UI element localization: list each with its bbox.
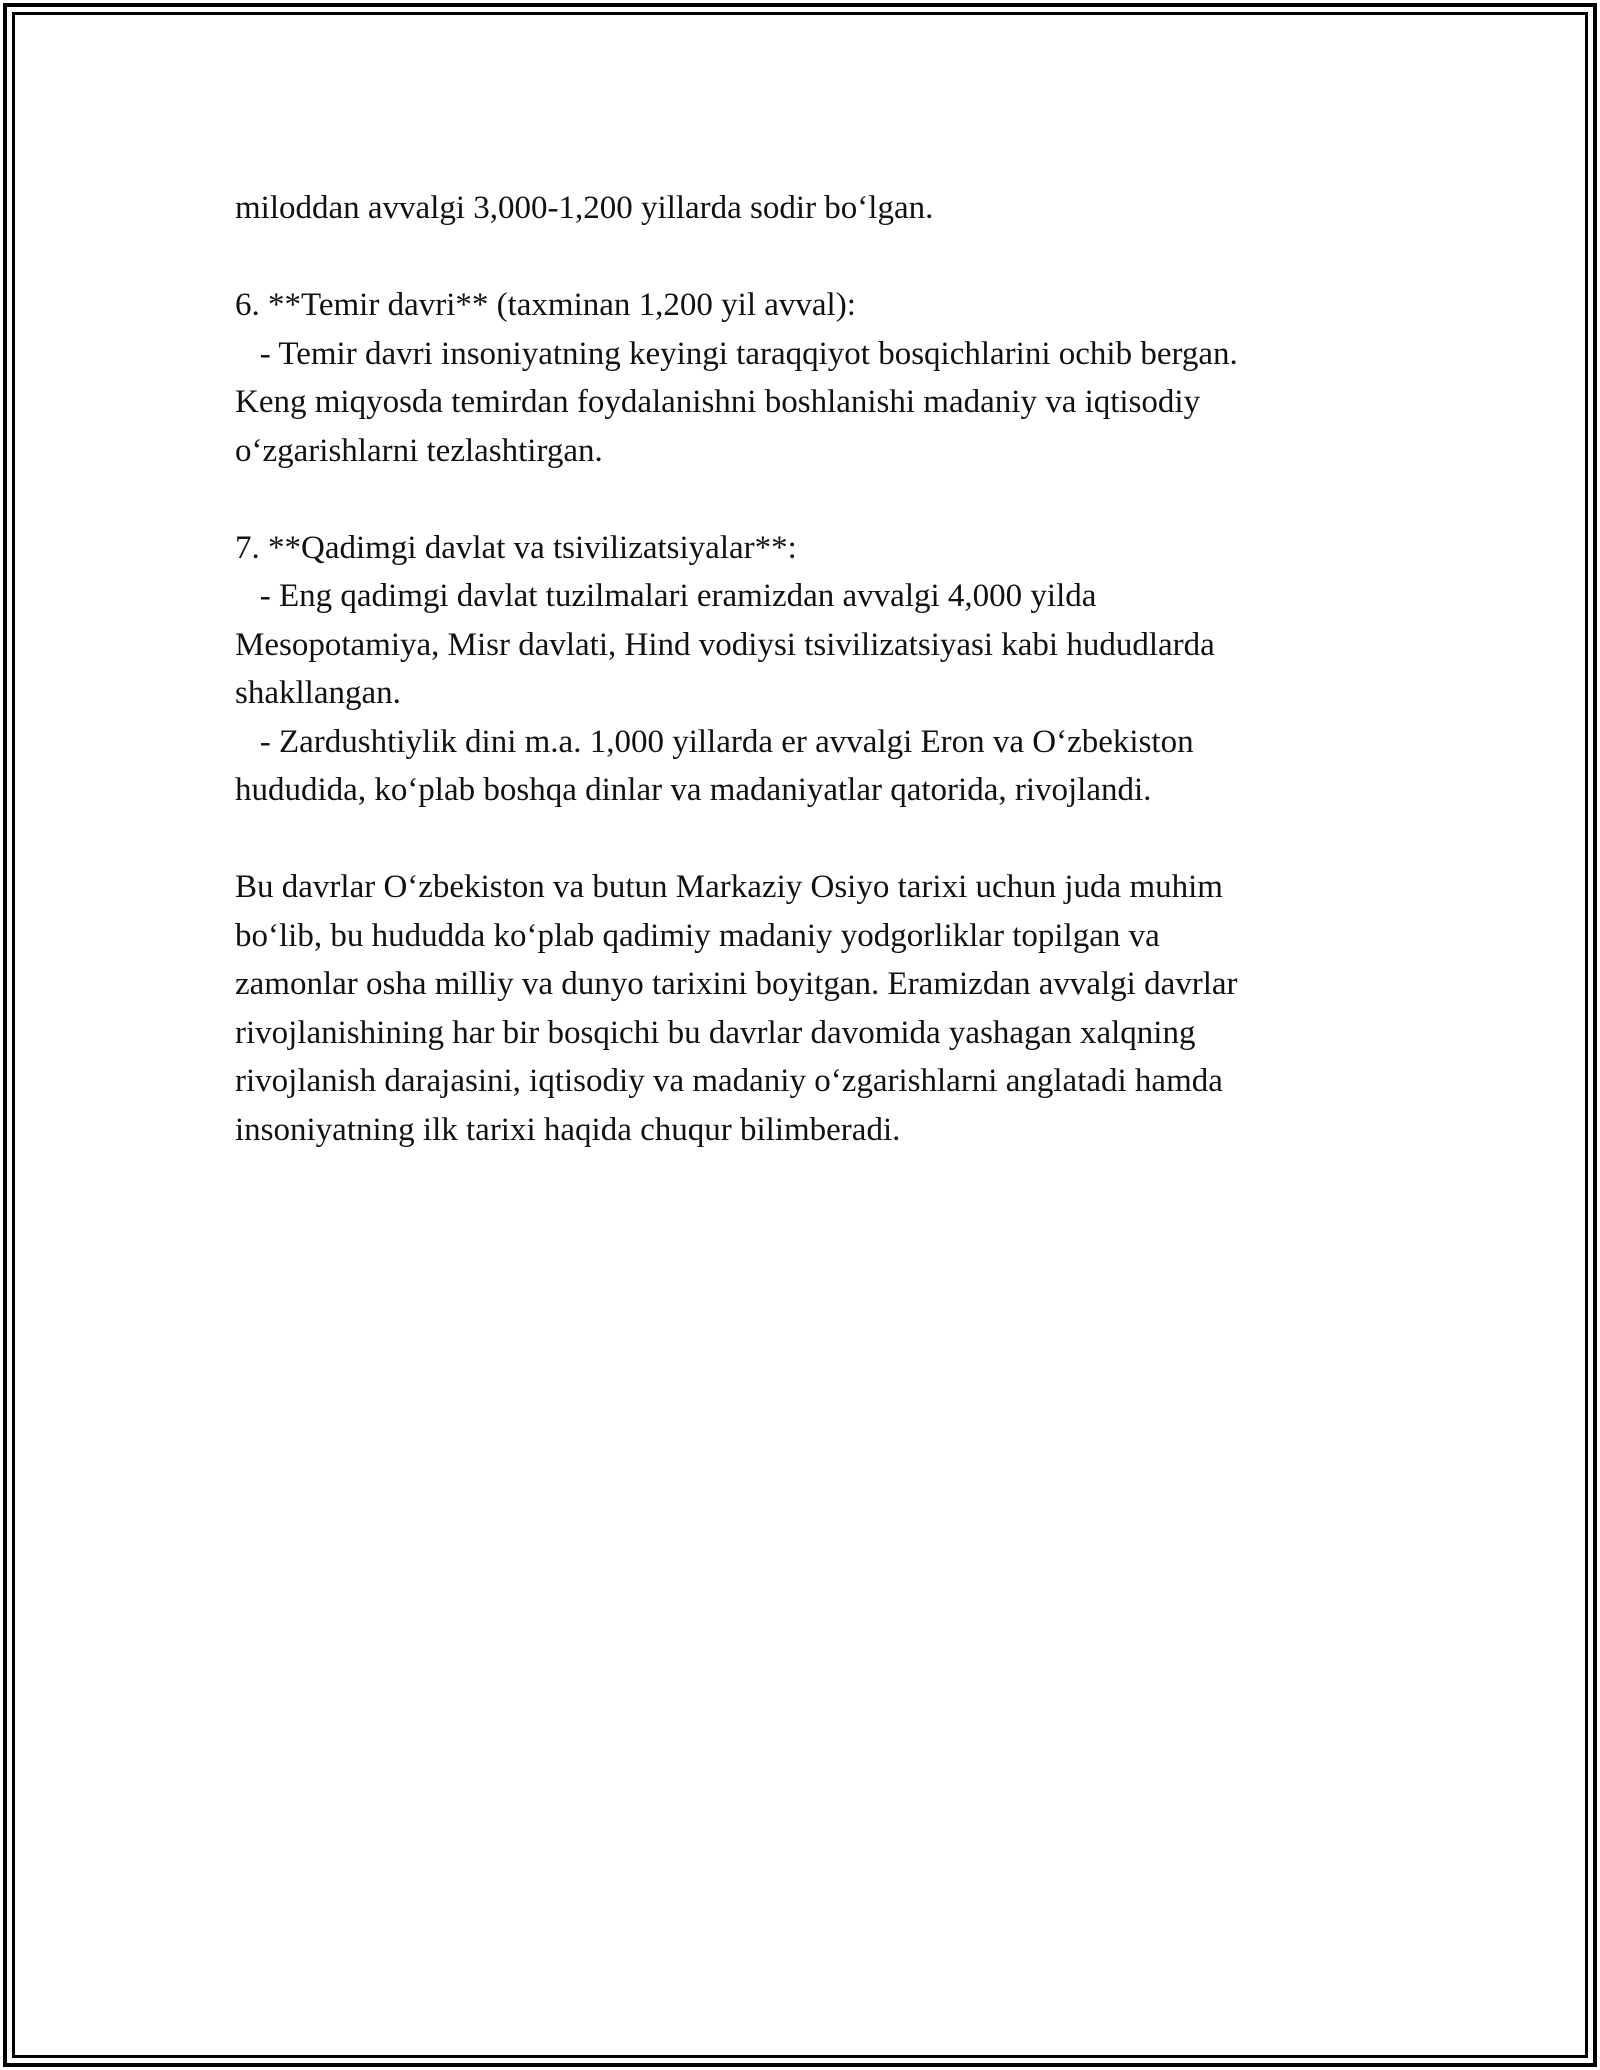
text-line: o‘zgarishlarni tezlashtirgan. bbox=[235, 432, 603, 469]
document-body bbox=[235, 184, 1375, 1154]
text-line: zamonlar osha milliy va dunyo tarixini boyitgan. Eramizdan avvalgi davrlar bbox=[235, 966, 1238, 1002]
paragraph-gap bbox=[235, 815, 1375, 864]
text-line: rivojlanish darajasini, iqtisodiy va madaniy o‘zgarishlarni anglatadi hamda bbox=[235, 1063, 1223, 1099]
section-heading: 6. **Temir davri** (taxminan 1,200 yil avval): bbox=[235, 287, 856, 323]
text-line: rivojlanishining har bir bosqichi bu davrlar davomida yashagan xalqning bbox=[235, 1014, 1196, 1051]
text-line: hududida, ko‘plab boshqa dinlar va madaniyatlar qatorida, rivojlandi. bbox=[235, 772, 1152, 808]
text-line: Mesopotamiya, Misr davlati, Hind vodiysi tsivilizatsiyasi kabi hududlarda bbox=[235, 626, 1215, 663]
text-line: insoniyatning ilk tarixi haqida chuqur bilimberadi. bbox=[235, 1111, 901, 1148]
paragraph-gap bbox=[235, 475, 1375, 524]
section-heading: 7. **Qadimgi davlat va tsivilizatsiyalar**: bbox=[235, 529, 797, 566]
text-line: shakllangan. bbox=[235, 675, 401, 711]
paragraph-conclusion bbox=[235, 863, 1375, 1154]
section-iron-age bbox=[235, 281, 1375, 475]
text-line: Keng miqyosda temirdan foydalanishni boshlanishi madaniy va iqtisodiy bbox=[235, 384, 1201, 420]
text-line: - Eng qadimgi davlat tuzilmalari eramizdan avvalgi 4,000 yilda bbox=[235, 578, 1097, 614]
text-line: - Zardushtiylik dini m.a. 1,000 yillarda er avvalgi Eron va O‘zbekiston bbox=[235, 723, 1194, 760]
section-ancient-states bbox=[235, 524, 1375, 815]
paragraph-continuation bbox=[235, 184, 1375, 233]
text-line: miloddan avvalgi 3,000-1,200 yillarda sodir bo‘lgan. bbox=[235, 190, 934, 226]
paragraph-gap bbox=[235, 233, 1375, 282]
text-line: - Temir davri insoniyatning keyingi taraqqiyot bosqichlarini ochib bergan. bbox=[235, 335, 1238, 372]
text-line: bo‘lib, bu hududda ko‘plab qadimiy madaniy yodgorliklar topilgan va bbox=[235, 917, 1160, 954]
text-line: Bu davrlar O‘zbekiston va butun Markaziy Osiyo tarixi uchun juda muhim bbox=[235, 869, 1223, 905]
